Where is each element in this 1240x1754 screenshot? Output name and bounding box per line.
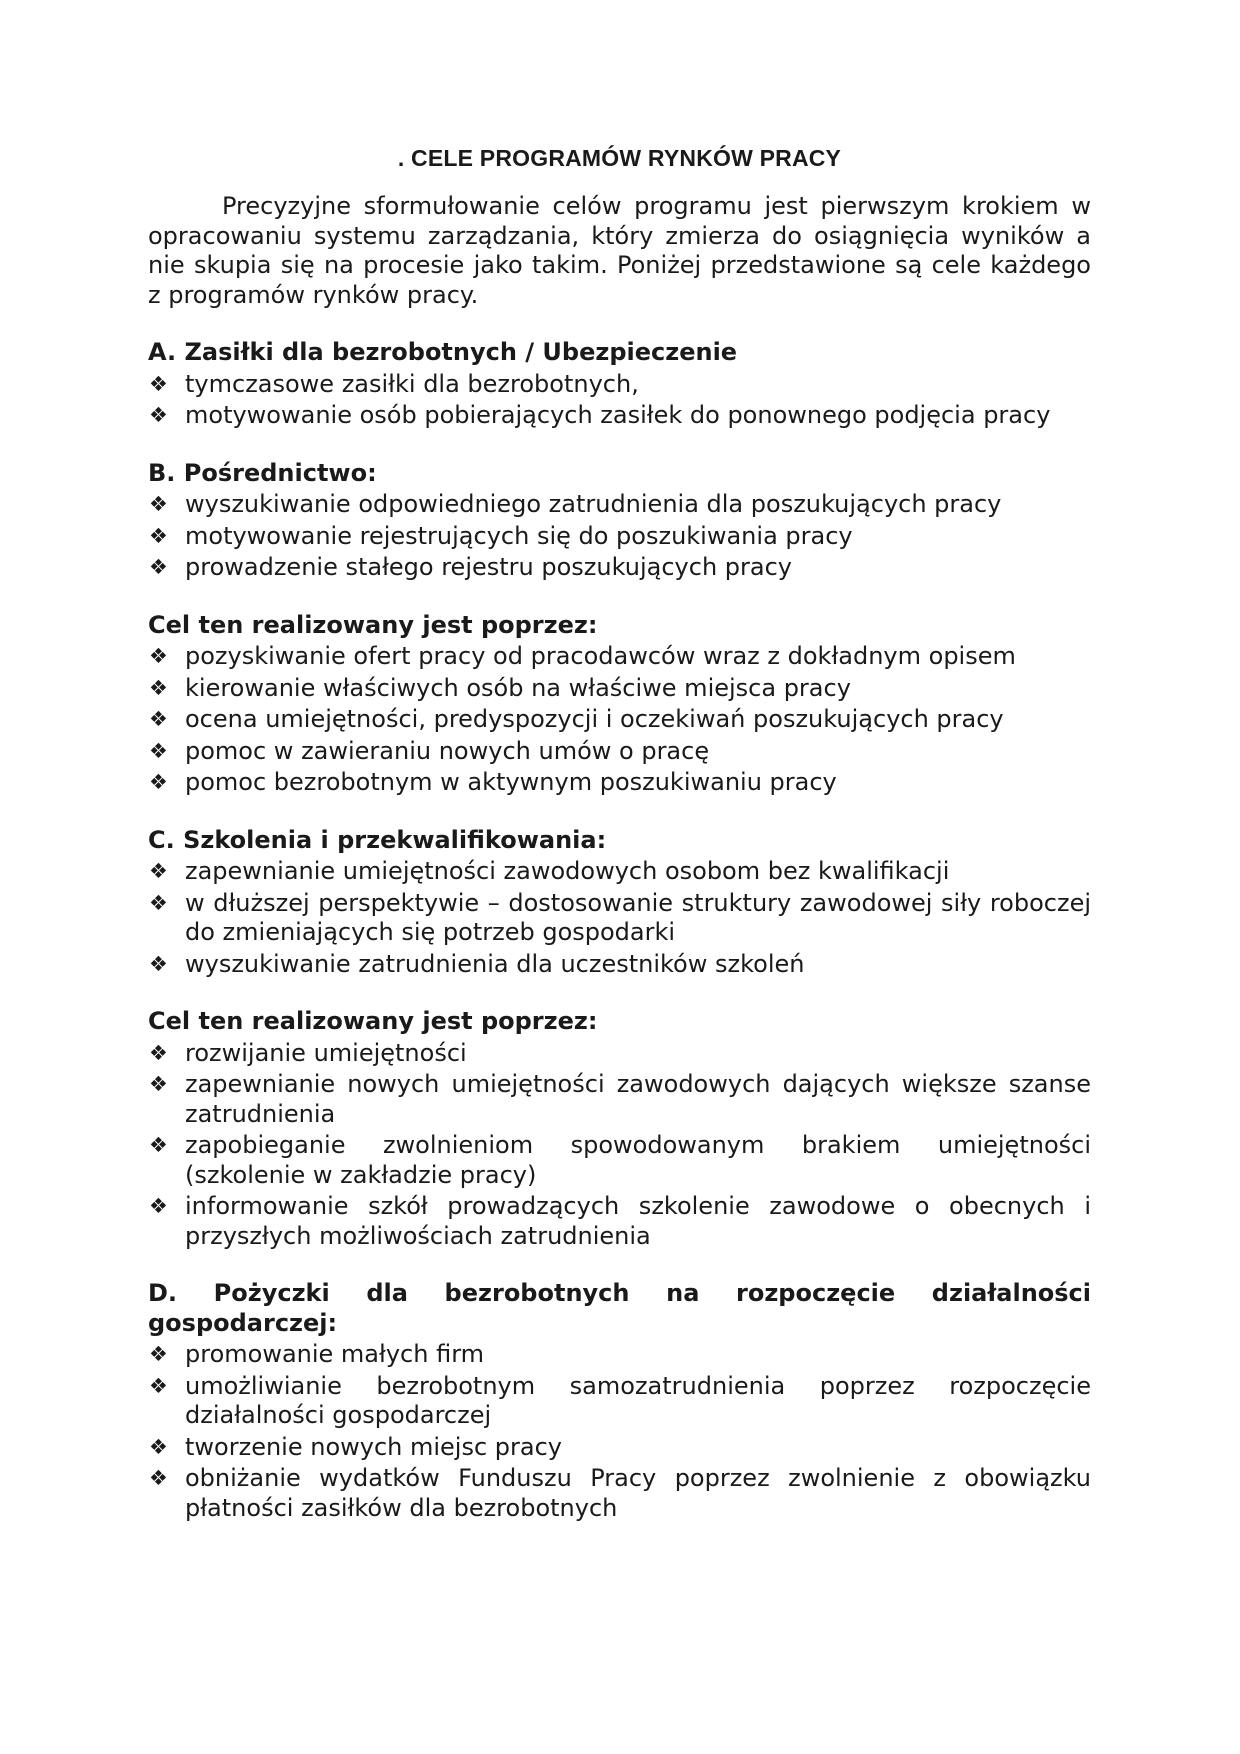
bullet-diamond-icon: ❖ (149, 403, 168, 427)
list-item-text: prowadzenie stałego rejestru poszukujących pracy (185, 553, 792, 581)
list-item-text: zapobieganie zwolnieniom spowodowanym brakiem umiejętności (szkolenie w zakładzie pracy) (185, 1131, 1091, 1189)
list-item (148, 1192, 1091, 1251)
list-item-text: w dłuższej perspektywie – dostosowanie struktury zawodowej siły roboczej do zmieniających się potrzeb gospodarki (185, 888, 1091, 946)
list-item-text: tworzenie nowych miejsc pracy (185, 1432, 563, 1461)
section-heading: A. Zasiłki dla bezrobotnych / Ubezpieczenie (148, 338, 738, 366)
section-heading: Cel ten realizowany jest poprzez: (148, 1007, 598, 1035)
list-item (148, 768, 1091, 798)
bullet-diamond-icon: ❖ (149, 1373, 168, 1398)
section-heading: C. Szkolenia i przekwalifikowania: (148, 825, 607, 854)
section-heading: Cel ten realizowany jest poprzez: (148, 610, 598, 639)
bullet-list (148, 1039, 1091, 1252)
list-item (148, 1070, 1091, 1129)
list-item (148, 950, 1091, 980)
bullet-list (148, 1340, 1091, 1523)
section-heading: D. Pożyczki dla bezrobotnych na rozpoczęcie działalności gospodarczej: (148, 1279, 1091, 1337)
list-item-text: umożliwianie bezrobotnym samozatrudnienia poprzez rozpoczęcie działalności gospodarczej (185, 1371, 1091, 1429)
bullet-diamond-icon: ❖ (149, 859, 168, 883)
list-item (148, 401, 1091, 431)
list-item-text: wyszukiwanie odpowiedniego zatrudnienia dla poszukujących pracy (185, 490, 1002, 518)
list-item-text: pomoc bezrobotnym w aktywnym poszukiwaniu pracy (185, 768, 837, 796)
list-item-text: kierowanie właściwych osób na właściwe miejsca pracy (185, 673, 851, 702)
list-item-text: pozyskiwanie ofert pracy od pracodawców wraz z dokładnym opisem (185, 642, 1016, 670)
list-item-text: motywowanie osób pobierających zasiłek do ponownego podjęcia pracy (185, 401, 1051, 429)
list-item-text: rozwijanie umiejętności (185, 1038, 467, 1067)
bullet-diamond-icon: ❖ (149, 738, 168, 763)
bullet-diamond-icon: ❖ (149, 1040, 168, 1065)
bullet-list (148, 642, 1091, 798)
sections-container (148, 338, 1091, 1523)
section (148, 459, 1091, 583)
list-item (148, 1433, 1091, 1463)
list-item (148, 1464, 1091, 1523)
bullet-list (148, 857, 1091, 979)
list-item (148, 642, 1091, 672)
bullet-diamond-icon: ❖ (149, 371, 168, 396)
list-item (148, 705, 1091, 735)
bullet-diamond-icon: ❖ (149, 555, 168, 579)
bullet-diamond-icon: ❖ (149, 707, 168, 731)
list-item-text: tymczasowe zasiłki dla bezrobotnych, (185, 369, 639, 398)
list-item-text: obniżanie wydatków Funduszu Pracy poprzez zwolnienie z obowiązku płatności zasiłków dla bezrobotnych (185, 1464, 1091, 1522)
list-item (148, 522, 1091, 552)
section (148, 338, 1091, 431)
section (148, 611, 1091, 798)
section (148, 826, 1091, 980)
bullet-list (148, 370, 1091, 431)
bullet-diamond-icon: ❖ (149, 1133, 168, 1157)
list-item-text: wyszukiwanie zatrudnienia dla uczestników szkoleń (185, 949, 805, 978)
bullet-diamond-icon: ❖ (149, 1434, 168, 1459)
list-item (148, 889, 1091, 948)
section-heading: B. Pośrednictwo: (148, 458, 377, 487)
bullet-list (148, 490, 1091, 583)
section (148, 1007, 1091, 1251)
list-item-text: ocena umiejętności, predyspozycji i oczekiwań poszukujących pracy (185, 705, 1004, 733)
list-item (148, 370, 1091, 400)
bullet-diamond-icon: ❖ (149, 1072, 168, 1096)
list-item (148, 674, 1091, 704)
intro-paragraph: Precyzyjne sformułowanie celów programu jest pierwszym krokiem w opracowaniu systemu zarządzania, który zmierza do osiągnięcia wyników a nie skupia się na procesie jako takim. Poniżej przedstawione są cele każdego z programów rynków pracy. (148, 192, 1091, 309)
list-item-text: informowanie szkół prowadzących szkolenie zawodowe o obecnych i przyszłych możliwościach zatrudnienia (185, 1192, 1091, 1250)
list-item (148, 490, 1091, 520)
bullet-diamond-icon: ❖ (149, 675, 168, 700)
list-item (148, 1039, 1091, 1069)
document-title: . CELE PROGRAMÓW RYNKÓW PRACY (397, 145, 842, 171)
list-item-text: pomoc w zawieraniu nowych umów o pracę (185, 736, 710, 765)
section (148, 1279, 1091, 1523)
list-item-text: motywowanie rejestrujących się do poszukiwania pracy (185, 521, 853, 550)
bullet-diamond-icon: ❖ (149, 492, 168, 516)
list-item-text: zapewnianie umiejętności zawodowych osobom bez kwalifikacji (185, 857, 950, 885)
list-item (148, 1372, 1091, 1431)
list-item (148, 737, 1091, 767)
bullet-diamond-icon: ❖ (149, 644, 168, 668)
bullet-diamond-icon: ❖ (149, 523, 168, 548)
bullet-diamond-icon: ❖ (149, 1194, 168, 1218)
list-item (148, 857, 1091, 887)
bullet-diamond-icon: ❖ (149, 951, 168, 976)
bullet-diamond-icon: ❖ (149, 1342, 168, 1366)
bullet-diamond-icon: ❖ (149, 1466, 168, 1490)
list-item (148, 1131, 1091, 1190)
list-item-text: zapewnianie nowych umiejętności zawodowych dających większe szanse zatrudnienia (185, 1070, 1091, 1128)
bullet-diamond-icon: ❖ (149, 770, 168, 794)
bullet-diamond-icon: ❖ (149, 890, 168, 915)
document-page (148, 145, 1091, 1525)
list-item-text: promowanie małych firm (185, 1340, 485, 1368)
list-item (148, 553, 1091, 583)
list-item (148, 1340, 1091, 1370)
